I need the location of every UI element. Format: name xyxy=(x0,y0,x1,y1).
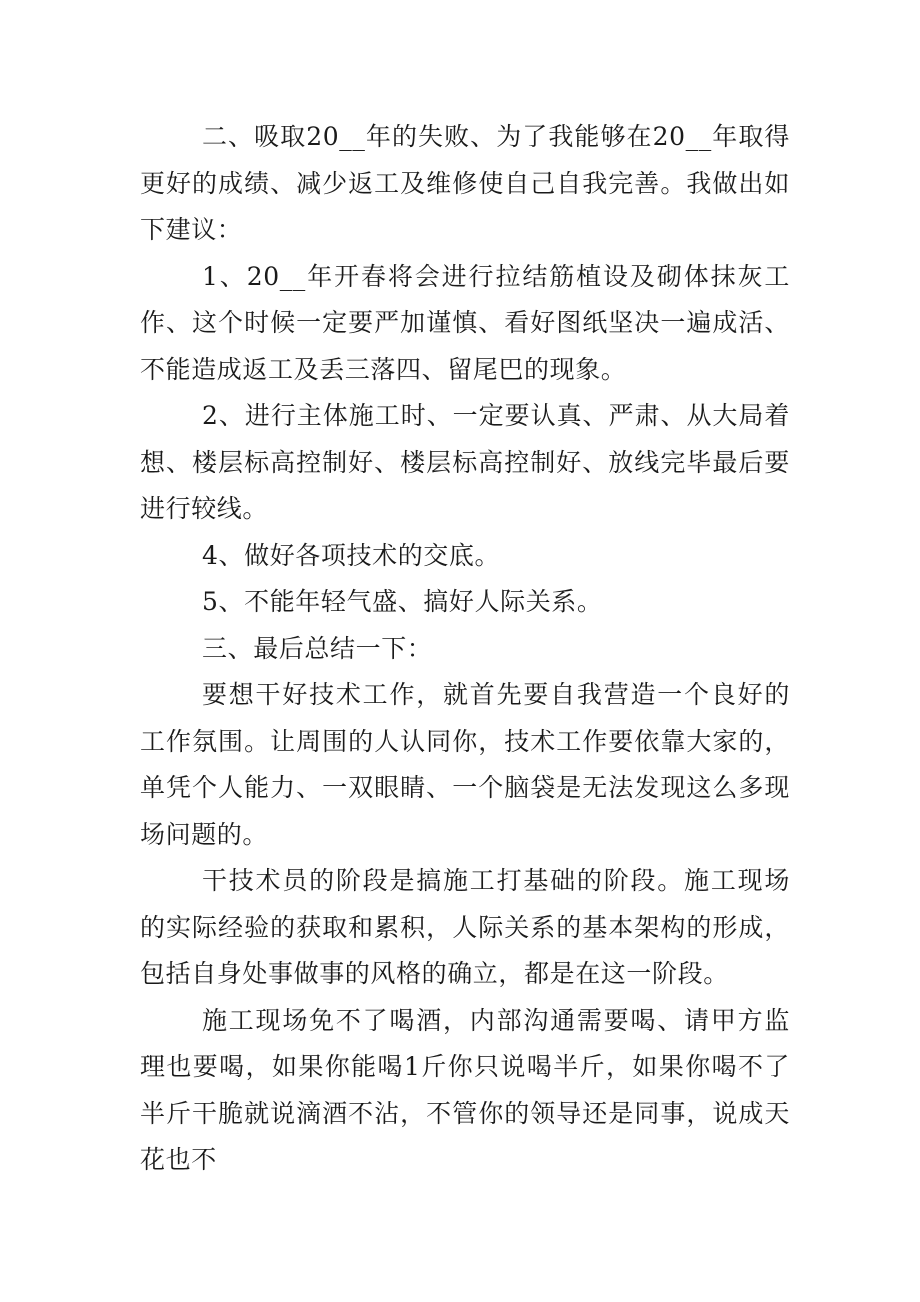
paragraph-summary-2: 干技术员的阶段是搞施工打基础的阶段。施工现场的实际经验的获取和累积，人际关系的基本架构的形成，包括自身处事做事的风格的确立，都是在这一阶段。 xyxy=(140,866,790,988)
paragraph-summary-3: 施工现场免不了喝酒，内部沟通需要喝、请甲方监理也要喝，如果你能喝1斤你只说喝半斤，如果你喝不了半斤干脆就说滴酒不沾，不管你的领导还是同事，说成天花也不 xyxy=(140,1005,790,1174)
paragraph-suggestion-2: 2、进行主体施工时、一定要认真、严肃、从大局着想、楼层标高控制好、楼层标高控制好、放线完毕最后要进行较线。 xyxy=(140,401,790,523)
paragraph-lessons-heading: 二、吸取20__年的失败、为了我能够在20__年取得更好的成绩、减少返工及维修使自己自我完善。我做出如下建议： xyxy=(140,122,790,244)
paragraph-suggestion-4: 4、做好各项技术的交底。 xyxy=(202,540,501,570)
paragraph-summary-1: 要想干好技术工作，就首先要自我营造一个良好的工作氛围。让周围的人认同你，技术工作要依靠大家的，单凭个人能力、一双眼睛、一个脑袋是无法发现这么多现场问题的。 xyxy=(140,680,790,849)
paragraph-suggestion-1: 1、20__年开春将会进行拉结筋植设及砌体抹灰工作、这个时候一定要严加谨慎、看好图纸坚决一遍成活、不能造成返工及丢三落四、留尾巴的现象。 xyxy=(140,261,790,384)
document-body xyxy=(140,114,790,1184)
paragraph-summary-heading: 三、最后总结一下： xyxy=(202,633,433,663)
paragraph-suggestion-5: 5、不能年轻气盛、搞好人际关系。 xyxy=(202,587,603,616)
